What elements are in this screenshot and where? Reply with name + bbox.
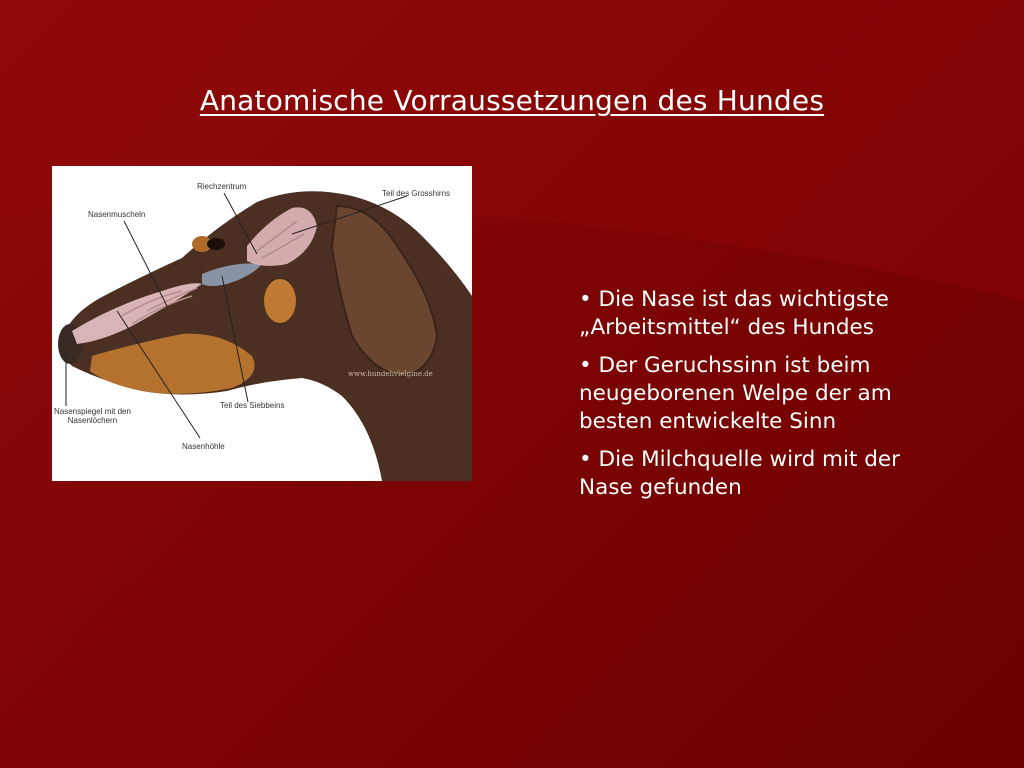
- bullet-item-milchquelle: • Die Milchquelle wird mit der Nase gefunden: [579, 447, 900, 500]
- bullet-list: [579, 286, 939, 512]
- label-teil-des-grosshirns: Teil des Grosshirns: [382, 189, 451, 198]
- bullet-item-geruchssinn: • Der Geruchssinn ist beim neugeborenen Welpe der am besten entwickelte Sinn: [579, 353, 892, 434]
- bullet-item-nase: • Die Nase ist das wichtigste „Arbeitsmittel“ des Hundes: [579, 287, 889, 340]
- label-riechzentrum: Riechzentrum: [197, 182, 247, 191]
- label-nasenspiegel: Nasenspiegel mit den Nasenlöchern: [54, 407, 131, 425]
- image-watermark: www.hundehvielgine.de: [348, 370, 433, 378]
- label-nasenmuscheln: Nasenmuscheln: [88, 210, 146, 219]
- label-nasenhoehle: Nasenhöhle: [182, 442, 225, 451]
- label-teil-des-siebbeins: Teil des Siebbeins: [220, 401, 285, 410]
- slide-title: Anatomische Vorraussetzungen des Hundes: [199, 84, 825, 117]
- dog-anatomy-figure: [52, 166, 472, 481]
